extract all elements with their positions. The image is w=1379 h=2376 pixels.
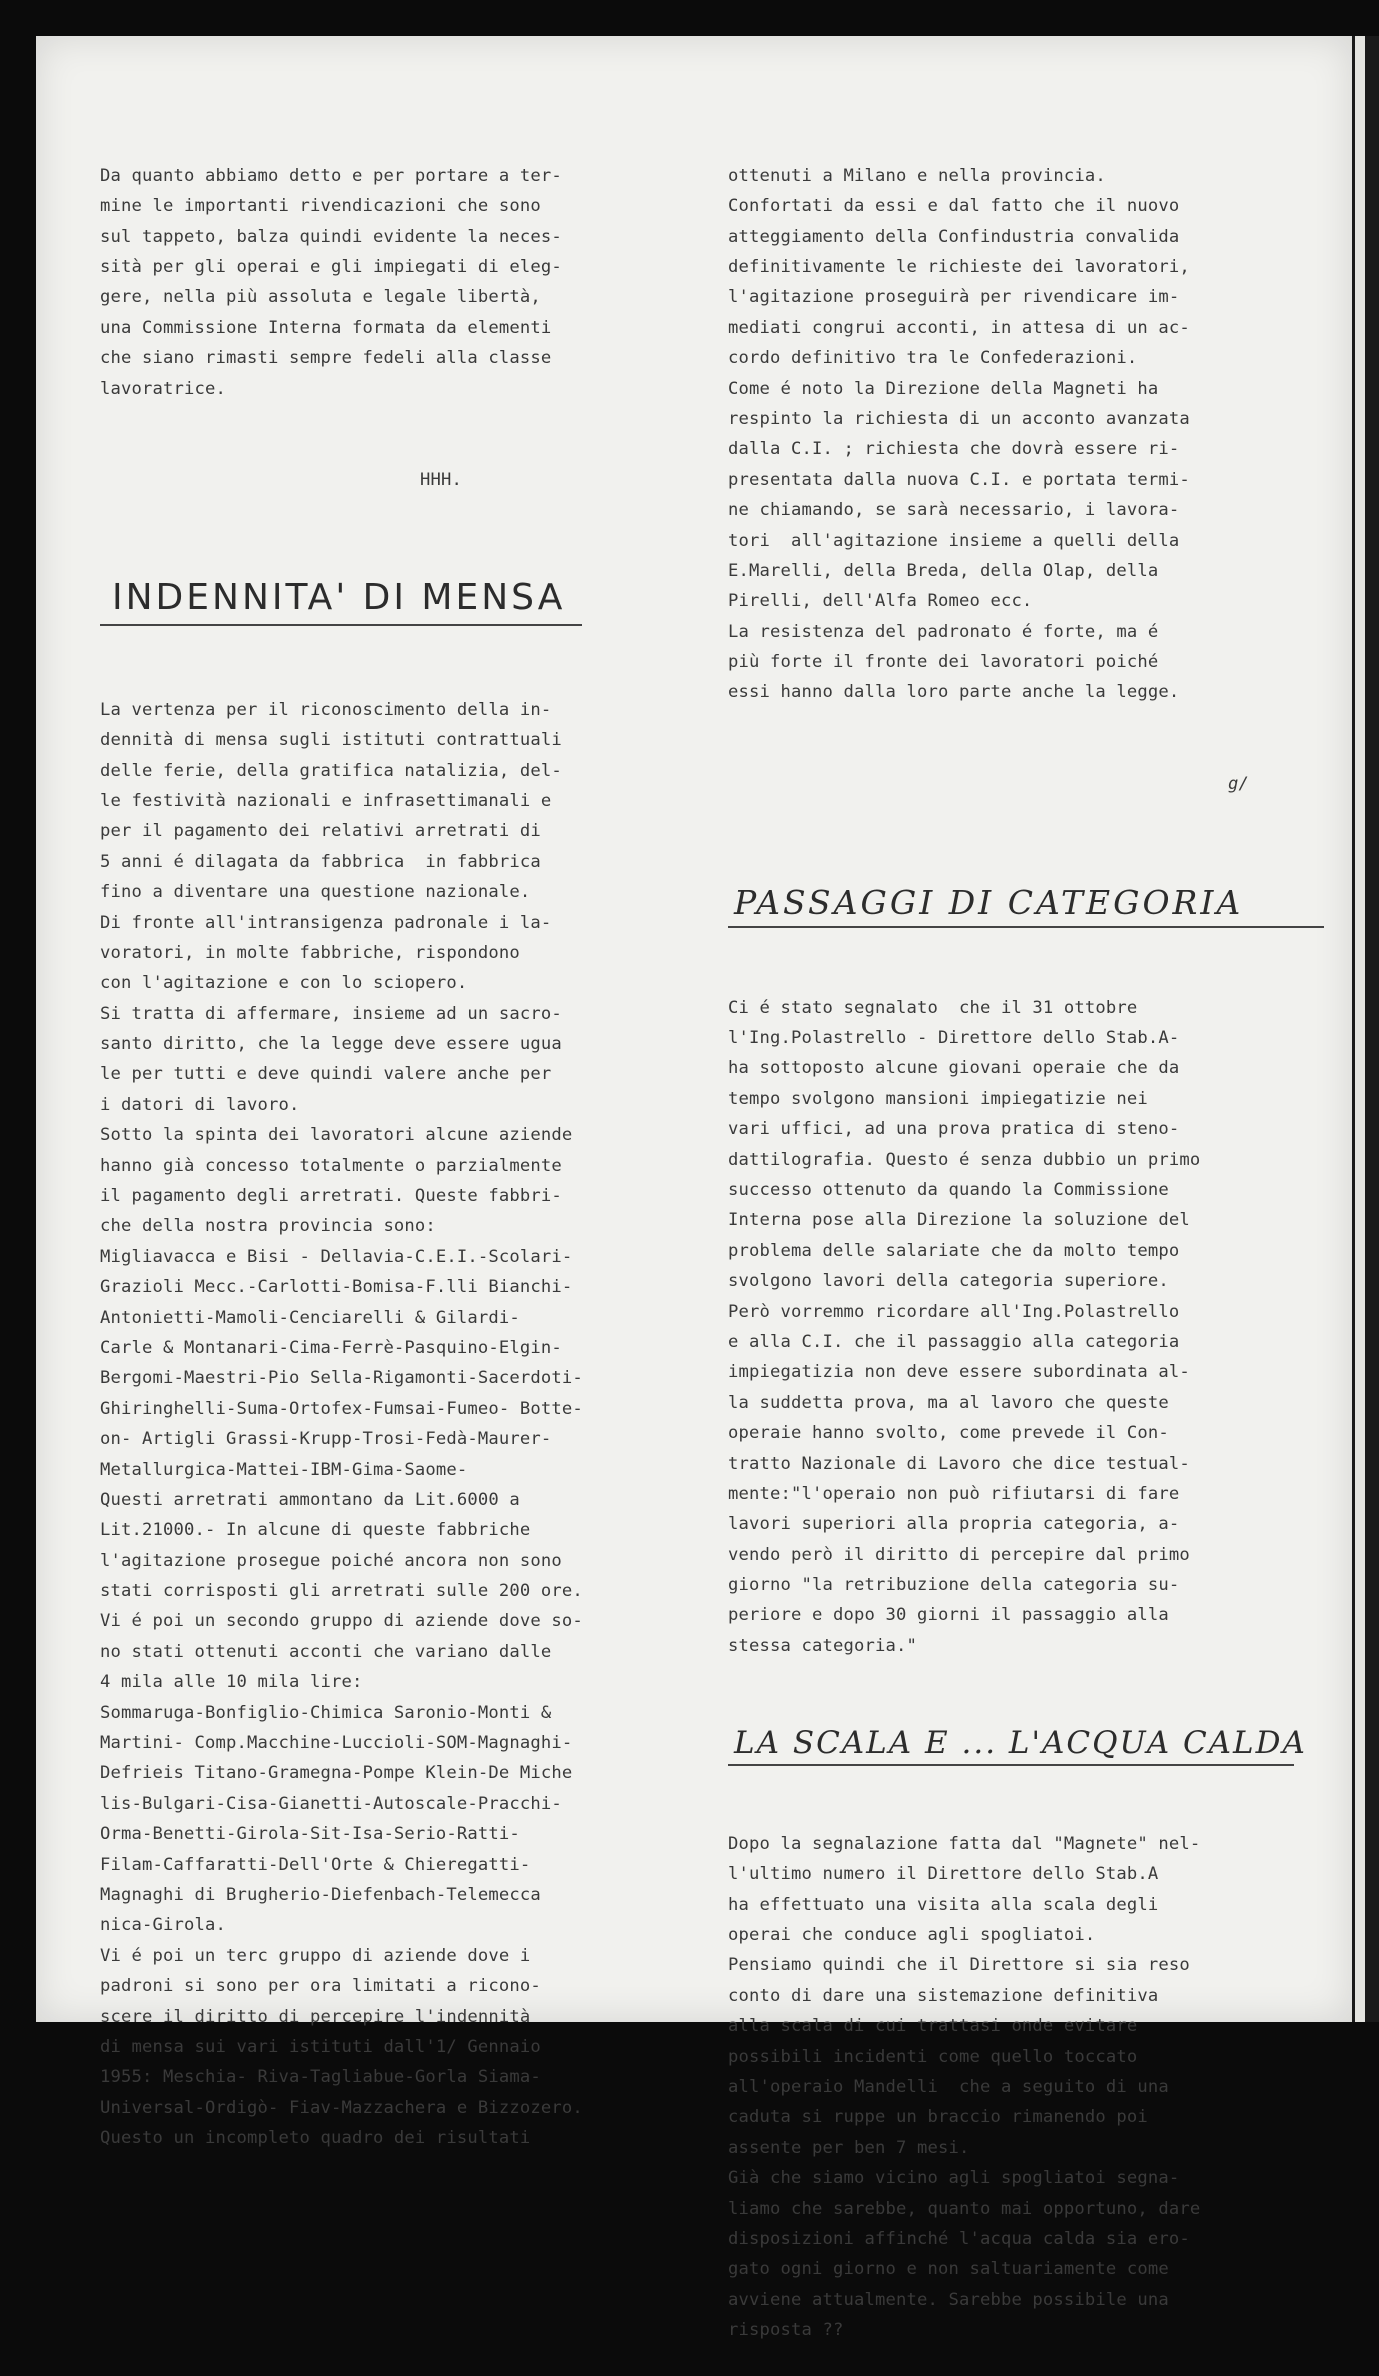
intro-signature: HHH. (420, 469, 462, 490)
text-line: nica-Girola. (100, 1915, 226, 1936)
text-line: Confortati da essi e dal fatto che il nuovo (728, 196, 1180, 217)
text-line: con l'agitazione e con lo sciopero. (100, 973, 468, 994)
text-line: lis-Bulgari-Cisa-Gianetti-Autoscale-Pracchi- (100, 1793, 562, 1814)
text-line: atteggiamento della Confindustria convalida (728, 226, 1180, 247)
text-line: Questi arretrati ammontano da Lit.6000 a (100, 1489, 520, 1510)
text-line: dennità di mensa sugli istituti contrattuali (100, 730, 562, 751)
text-line: Vi é poi un secondo gruppo di aziende dove so- (100, 1611, 583, 1632)
text-line: fino a diventare una questione nazionale. (100, 882, 531, 903)
mensa-heading: INDENNITA' DI MENSA (100, 572, 582, 626)
text-line: Martini- Comp.Macchine-Luccioli-SOM-Magnaghi- (100, 1733, 573, 1754)
text-line: ha sottoposto alcune giovani operaie che da (728, 1058, 1180, 1079)
text-line: Grazioli Mecc.-Carlotti-Bomisa-F.lli Bianchi- (100, 1277, 573, 1298)
text-line: 5 anni é dilagata da fabbrica in fabbrica (100, 851, 541, 872)
text-line: dalla C.I. ; richiesta che dovrà essere ri- (728, 439, 1180, 460)
text-line: respinto la richiesta di un acconto avanzata (728, 408, 1190, 429)
text-line: gato ogni giorno e non saltuariamente come (728, 2259, 1169, 2280)
text-line: delle ferie, della gratifica natalizia, del- (100, 760, 562, 781)
adjacent-page-edge (1352, 36, 1379, 2022)
scala-article (728, 1829, 1318, 2346)
text-line: mente:"l'operaio non può rifiutarsi di fare (728, 1483, 1180, 1504)
text-line: di mensa sui vari istituti dall'1/ Gennaio (100, 2036, 541, 2057)
text-line: gere, nella più assoluta e legale libertà, (100, 287, 541, 308)
text-line: vari uffici, ad una prova pratica di steno- (728, 1119, 1180, 1140)
text-line: le festività nazionali e infrasettimanali e (100, 790, 552, 811)
text-line: liamo che sarebbe, quanto mai opportuno, dare (728, 2198, 1201, 2219)
text-line: la suddetta prova, ma al lavoro che queste (728, 1392, 1169, 1413)
text-line: che siano rimasti sempre fedeli alla classe (100, 348, 552, 369)
text-line: periore e dopo 30 giorni il passaggio alla (728, 1605, 1169, 1626)
text-line: Pirelli, dell'Alfa Romeo ecc. (728, 591, 1033, 612)
text-line: Sotto la spinta dei lavoratori alcune aziende (100, 1125, 573, 1146)
text-line: essi hanno dalla loro parte anche la legge. (728, 682, 1180, 703)
text-line: ha effettuato una visita alla scala degli (728, 1894, 1159, 1915)
text-line: stessa categoria." (728, 1635, 917, 1656)
text-line: Interna pose alla Direzione la soluzione del (728, 1210, 1190, 1231)
text-line: che della nostra provincia sono: (100, 1216, 436, 1237)
text-line: assente per ben 7 mesi. (728, 2137, 970, 2158)
text-line: caduta si ruppe un braccio rimanendo poi (728, 2107, 1148, 2128)
text-line: operaie hanno svolto, come prevede il Con- (728, 1423, 1169, 1444)
text-line: giorno "la retribuzione della categoria su- (728, 1575, 1180, 1596)
text-line: Antonietti-Mamoli-Cenciarelli & Gilardi- (100, 1307, 520, 1328)
left-column (100, 100, 700, 2184)
text-line: Come é noto la Direzione della Magneti ha (728, 378, 1159, 399)
scala-heading: LA SCALA E ... L'ACQUA CALDA (728, 1722, 1294, 1766)
text-line: risposta ?? (728, 2320, 844, 2341)
text-line: avviene attualmente. Sarebbe possibile una (728, 2289, 1169, 2310)
text-line: E.Marelli, della Breda, della Olap, della (728, 560, 1159, 581)
text-line: definitivamente le richieste dei lavoratori, (728, 256, 1190, 277)
text-line: Lit.21000.- In alcune di queste fabbriche (100, 1520, 531, 1541)
text-line: tori all'agitazione insieme a quelli della (728, 530, 1180, 551)
text-line: santo diritto, che la legge deve essere ugua (100, 1034, 562, 1055)
text-line: La resistenza del padronato é forte, ma é (728, 621, 1159, 642)
text-line: per il pagamento dei relativi arretrati di (100, 821, 541, 842)
mensa-article (100, 695, 700, 2154)
text-line: all'operaio Mandelli che a seguito di una (728, 2077, 1169, 2098)
text-line: Magnaghi di Brugherio-Diefenbach-Telemecca (100, 1885, 541, 1905)
text-line: on- Artigli Grassi-Krupp-Trosi-Fedà-Maurer- (100, 1429, 552, 1450)
text-line: 1955: Meschia- Riva-Tagliabue-Gorla Siama- (100, 2067, 541, 2088)
text-line: l'Ing.Polastrello - Direttore dello Stab.A- (728, 1028, 1180, 1049)
text-line: La vertenza per il riconoscimento della in- (100, 699, 552, 720)
text-line: successo ottenuto da quando la Commissione (728, 1180, 1169, 1201)
text-line: Questo un incompleto quadro dei risultati (100, 2128, 531, 2149)
text-line: ne chiamando, se sarà necessario, i lavora- (728, 500, 1180, 521)
text-line: più forte il fronte dei lavoratori poiché (728, 652, 1159, 673)
text-line: alla scala di cui trattasi onde evitare (728, 2016, 1138, 2037)
text-line: 4 mila alle 10 mila lire: (100, 1672, 363, 1693)
text-line: Vi é poi un terc gruppo di aziende dove i (100, 1945, 531, 1966)
text-line: operai che conduce agli spogliatoi. (728, 1925, 1096, 1946)
text-line: Orma-Benetti-Girola-Sit-Isa-Serio-Ratti- (100, 1824, 520, 1845)
text-line: Migliavacca e Bisi - Dellavia-C.E.I.-Scolari- (100, 1246, 573, 1267)
text-line: impiegatizia non deve essere subordinata al- (728, 1362, 1190, 1383)
text-line: mediati congrui acconti, in attesa di un ac- (728, 317, 1190, 338)
text-line: Ci é stato segnalato che il 31 ottobre (728, 997, 1138, 1018)
text-line: lavori superiori alla propria categoria, a- (728, 1514, 1180, 1535)
text-line: sità per gli operai e gli impiegati di eleg- (100, 256, 562, 277)
text-line: padroni si sono per ora limitati a ricono- (100, 1976, 541, 1997)
text-line: disposizioni affinché l'acqua calda sia ero- (728, 2228, 1190, 2249)
text-line: stati corrisposti gli arretrati sulle 200 ore. (100, 1581, 583, 1602)
text-line: Bergomi-Maestri-Pio Sella-Rigamonti-Sacerdoti- (100, 1368, 583, 1389)
mensa-article-continued (728, 161, 1318, 708)
text-line: Ghiringhelli-Suma-Ortofex-Fumsai-Fumeo- Botte- (100, 1398, 583, 1419)
text-line: hanno già concesso totalmente o parzialmente (100, 1155, 562, 1176)
text-line: Però vorremmo ricordare all'Ing.Polastrello (728, 1301, 1180, 1322)
text-line: lavoratrice. (100, 378, 226, 399)
text-line: Carle & Montanari-Cima-Ferrè-Pasquino-Elgin- (100, 1337, 562, 1358)
text-line: presentata dalla nuova C.I. e portata termi- (728, 469, 1190, 490)
text-line: conto di dare una sistemazione definitiva (728, 1985, 1159, 2006)
text-line: mine le importanti rivendicazioni che sono (100, 196, 541, 217)
text-line: i datori di lavoro. (100, 1094, 300, 1115)
text-line: Pensiamo quindi che il Direttore si sia reso (728, 1955, 1190, 1976)
text-line: svolgono lavori della categoria superiore. (728, 1271, 1169, 1292)
text-line: ottenuti a Milano e nella provincia. (728, 165, 1106, 186)
text-line: Metallurgica-Mattei-IBM-Gima-Saome- (100, 1459, 468, 1480)
text-line: Dopo la segnalazione fatta dal "Magnete" nel- (728, 1833, 1201, 1854)
text-line: tratto Nazionale di Lavoro che dice testual- (728, 1453, 1190, 1474)
text-line: Già che siamo vicino agli spogliatoi segna- (728, 2168, 1180, 2189)
text-line: Di fronte all'intransigenza padronale i la- (100, 912, 552, 933)
text-line: Universal-Ordigò- Fiav-Mazzachera e Bizzozero. (100, 2097, 583, 2118)
text-line: possibili incidenti come quello toccato (728, 2046, 1138, 2067)
text-line: no stati ottenuti acconti che variano dalle (100, 1641, 552, 1662)
right-column (728, 100, 1318, 2376)
passaggi-article (728, 993, 1318, 1662)
text-line: Si tratta di affermare, insieme ad un sacro- (100, 1003, 562, 1024)
text-line: il pagamento degli arretrati. Queste fabbri- (100, 1186, 562, 1207)
text-line: dattilografia. Questo é senza dubbio un primo (728, 1149, 1201, 1170)
text-line: Defrieis Titano-Gramegna-Pompe Klein-De Miche (100, 1763, 573, 1784)
text-line: l'agitazione prosegue poiché ancora non sono (100, 1550, 562, 1571)
text-line: cordo definitivo tra le Confederazioni. (728, 348, 1138, 369)
text-line: Da quanto abbiamo detto e per portare a ter- (100, 165, 562, 186)
text-line: una Commissione Interna formata da elementi (100, 317, 552, 338)
text-line: l'ultimo numero il Direttore dello Stab.A (728, 1864, 1159, 1885)
text-line: tempo svolgono mansioni impiegatizie nei (728, 1088, 1148, 1109)
text-line: l'agitazione proseguirà per rivendicare im- (728, 287, 1180, 308)
intro-paragraph (100, 161, 700, 404)
text-line: vendo però il diritto di percepire dal primo (728, 1544, 1190, 1565)
passaggi-heading: PASSAGGI DI CATEGORIA (728, 880, 1324, 928)
mensa-signature: g/ (1228, 773, 1249, 794)
text-line: sul tappeto, balza quindi evidente la neces- (100, 226, 562, 247)
text-line: problema delle salariate che da molto tempo (728, 1240, 1180, 1261)
text-line: scere il diritto di percepire l'indennità (100, 2006, 531, 2027)
text-line: le per tutti e deve quindi valere anche per (100, 1064, 552, 1085)
text-line: Sommaruga-Bonfiglio-Chimica Saronio-Monti & (100, 1702, 552, 1723)
text-line: e alla C.I. che il passaggio alla categoria (728, 1331, 1180, 1352)
text-line: voratori, in molte fabbriche, rispondono (100, 942, 520, 963)
text-line: Filam-Caffaratti-Dell'Orte & Chieregatti- (100, 1854, 531, 1875)
